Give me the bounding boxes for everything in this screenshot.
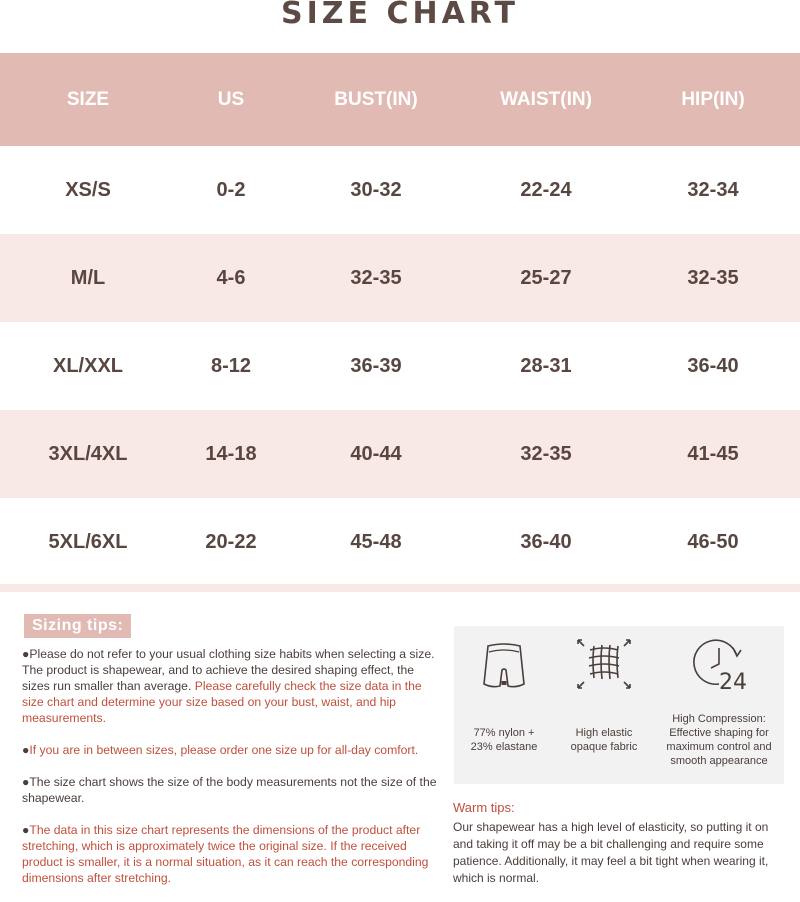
warm-tips-text: Our shapewear has a high level of elasticity, so putting it on and taking it off may be a bit challenging and require some patience. Additionally, it may feel a bit tight when wearing it, which is normal. (453, 820, 769, 885)
cell-hip: 32-34 (687, 178, 739, 201)
cell-us: 20-22 (205, 530, 257, 553)
table-row (0, 498, 800, 586)
cell-hip: 32-35 (687, 266, 739, 289)
tip-1-highlight: Please carefully check the size data in the size chart and determine your size based on your bust, waist, and hip measurements. (22, 679, 422, 725)
tip-4-highlight: The data in this size chart represents the dimensions of the product after stretching, which is approximately twice the original size. If the received product is smaller, it is a normal situation, as it can reach the corresponding dimensions after stretching. (22, 823, 429, 885)
tip-3: ●The size chart shows the size of the body measurements not the size of the shapewear. (22, 775, 437, 805)
shorts-icon (474, 626, 534, 696)
feature-fabric-line2: 23% elastane (470, 741, 538, 753)
tip-4-bullet: ● (22, 823, 30, 837)
cell-size: 3XL/4XL (48, 442, 128, 465)
size-table (0, 53, 800, 586)
cell-hip: 41-45 (687, 442, 739, 465)
stretch-fabric-icon (574, 626, 634, 696)
cell-waist: 36-40 (520, 530, 572, 553)
feature-compression-line4: smooth appearance (670, 755, 768, 767)
feature-fabric-line1: 77% nylon + (473, 727, 535, 739)
header-hip: HIP(IN) (681, 88, 745, 110)
table-bottom-strip (0, 584, 800, 592)
cell-size: XL/XXL (52, 354, 123, 377)
tip-4 (22, 822, 444, 886)
cell-bust: 36-39 (350, 354, 402, 377)
feature-elastic-line2: opaque fabric (570, 741, 638, 753)
feature-compression-line2: Effective shaping for (669, 727, 769, 739)
sizing-tips-label: Sizing tips: (24, 614, 131, 638)
features-panel (454, 626, 784, 784)
feature-compression-line3: maximum control and (666, 741, 772, 753)
cell-bust: 30-32 (350, 178, 402, 201)
table-row (0, 322, 800, 410)
tip-1-text: ●Please do not refer to your usual clothing size habits when selecting a size. The product is shapewear, and to achieve the desired shaping effect, the sizes run smaller than average. (22, 647, 435, 693)
cell-size: 5XL/6XL (48, 530, 128, 553)
table-header-row (0, 53, 800, 146)
cell-size: XS/S (65, 178, 111, 201)
header-waist: WAIST(IN) (500, 88, 592, 110)
feature-elastic (554, 626, 654, 754)
cell-waist: 25-27 (520, 266, 572, 289)
cell-waist: 22-24 (520, 178, 572, 201)
cell-us: 4-6 (216, 266, 246, 289)
clock-24-text: 24 (719, 670, 747, 695)
cell-waist: 28-31 (520, 354, 572, 377)
tip-1 (22, 646, 444, 726)
feature-elastic-line1: High elastic (575, 727, 633, 739)
table-row (0, 146, 800, 234)
cell-hip: 46-50 (687, 530, 739, 553)
cell-hip: 36-40 (687, 354, 739, 377)
cell-bust: 40-44 (350, 442, 402, 465)
clock-24-icon (689, 626, 749, 696)
tip-2-highlight: If you are in between sizes, please order one size up for all-day comfort. (29, 743, 419, 757)
header-bust: BUST(IN) (334, 88, 418, 110)
header-size: SIZE (66, 88, 110, 110)
cell-size: M/L (70, 266, 106, 289)
table-row (0, 410, 800, 498)
feature-compression-line1: High Compression: (672, 713, 766, 725)
cell-us: 0-2 (216, 178, 246, 201)
tip-2 (22, 742, 444, 758)
cell-us: 8-12 (210, 354, 252, 377)
tip-2-bullet: ● (22, 743, 30, 757)
header-us: US (217, 88, 245, 110)
table-row (0, 234, 800, 322)
sizing-tips-list (22, 646, 444, 902)
cell-waist: 32-35 (520, 442, 572, 465)
cell-bust: 45-48 (350, 530, 402, 553)
page-title: SIZE CHART (280, 0, 520, 31)
feature-compression (654, 626, 784, 768)
cell-us: 14-18 (205, 442, 257, 465)
feature-fabric (454, 626, 554, 754)
cell-bust: 32-35 (350, 266, 402, 289)
warm-tips-label: Warm tips: (453, 800, 515, 815)
